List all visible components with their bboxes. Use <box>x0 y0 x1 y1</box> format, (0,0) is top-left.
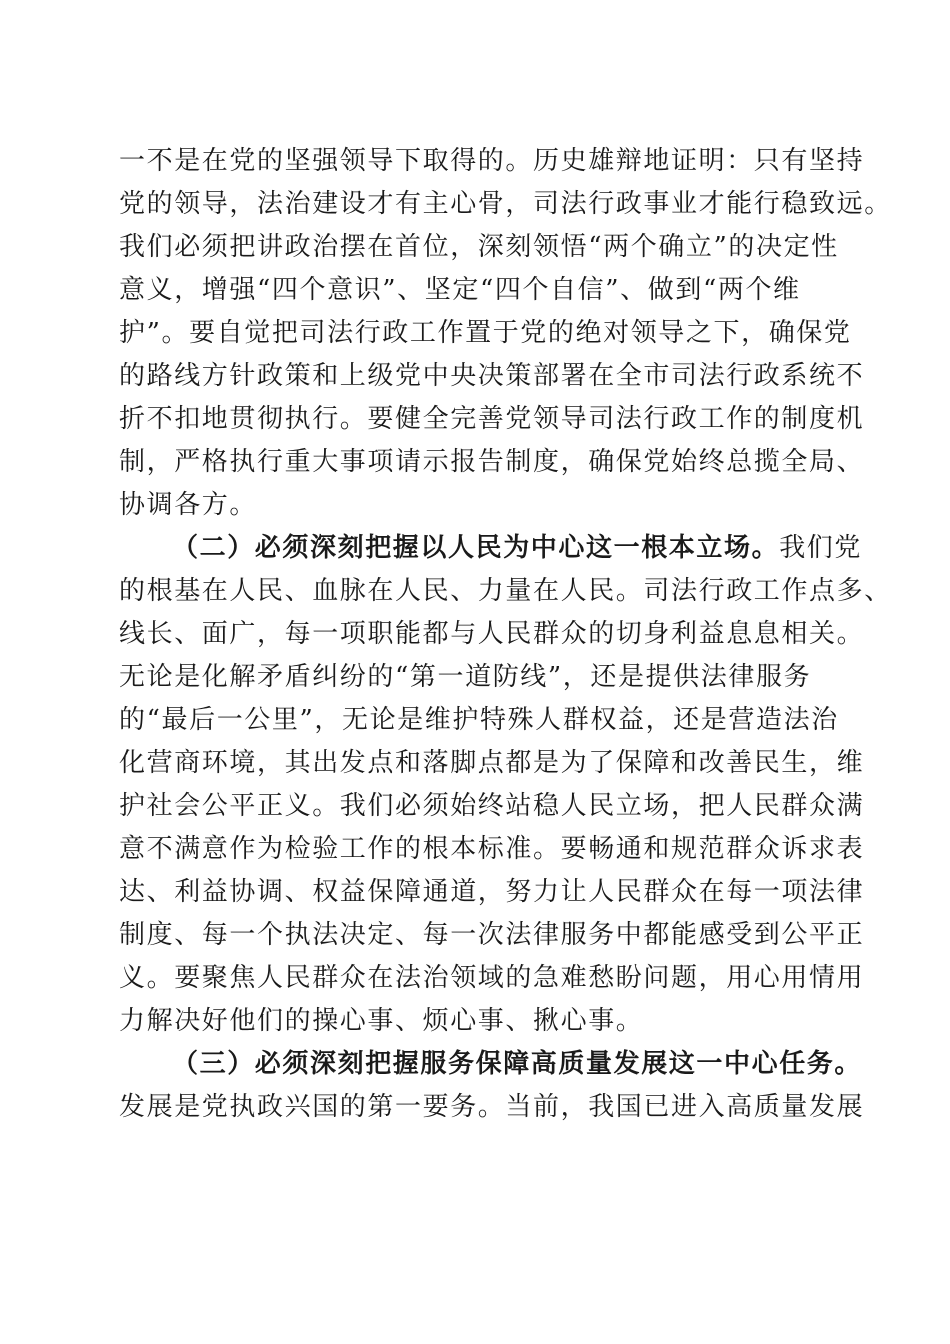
paragraph-line: 的“最后一公里”，无论是维护特殊人群权益，还是营造法治 <box>119 705 839 735</box>
paragraph-line: 意义，增强“四个意识”、坚定“四个自信”、做到“两个维 <box>119 275 801 305</box>
paragraph-line: 一不是在党的坚强领导下取得的。历史雄辩地证明：只有坚持 <box>119 146 865 176</box>
paragraph-line: 线长、面广，每一项职能都与人民群众的切身利益息息相关。 <box>119 619 865 649</box>
paragraph-line: 化营商环境，其出发点和落脚点都是为了保障和改善民生，维 <box>119 748 865 778</box>
section-heading-tail: 我们党 <box>779 533 863 563</box>
paragraph-line: 制，严格执行重大事项请示报告制度，确保党始终总揽全局、 <box>119 447 865 477</box>
paragraph-line: 协调各方。 <box>119 490 258 520</box>
paragraph-line: 制度、每一个执法决定、每一次法律服务中都能感受到公平正 <box>119 920 865 950</box>
paragraph-line: 我们必须把讲政治摆在首位，深刻领悟“两个确立”的决定性 <box>119 232 839 262</box>
paragraph-line: 义。要聚焦人民群众在法治领域的急难愁盼问题，用心用情用 <box>119 963 865 993</box>
section-heading-line <box>172 528 863 568</box>
paragraph-line: 达、利益协调、权益保障通道，努力让人民群众在每一项法律 <box>119 877 865 907</box>
paragraph-line: 党的领导，法治建设才有主心骨，司法行政事业才能行稳致远。 <box>119 189 892 219</box>
paragraph-line: 的路线方针政策和上级党中央决策部署在全市司法行政系统不 <box>119 361 865 391</box>
paragraph-line: 的根基在人民、血脉在人民、力量在人民。司法行政工作点多、 <box>119 576 892 606</box>
paragraph-line: 意不满意作为检验工作的根本标准。要畅通和规范群众诉求表 <box>119 834 865 864</box>
paragraph-line: 折不扣地贯彻执行。要健全完善党领导司法行政工作的制度机 <box>119 404 865 434</box>
section-heading: （三）必须深刻把握服务保障高质量发展这一中心任务。 <box>172 1049 863 1079</box>
paragraph-line: 力解决好他们的操心事、烦心事、揪心事。 <box>119 1006 644 1036</box>
section-heading: （二）必须深刻把握以人民为中心这一根本立场。 <box>172 533 780 563</box>
paragraph-line: 护社会公平正义。我们必须始终站稳人民立场，把人民群众满 <box>119 791 865 821</box>
paragraph-line: 发展是党执政兴国的第一要务。当前，我国已进入高质量发展 <box>119 1092 865 1122</box>
paragraph-line: 无论是化解矛盾纠纷的“第一道防线”，还是提供法律服务 <box>119 662 812 692</box>
paragraph-line: 护”。要自觉把司法行政工作置于党的绝对领导之下，确保党 <box>119 318 852 348</box>
